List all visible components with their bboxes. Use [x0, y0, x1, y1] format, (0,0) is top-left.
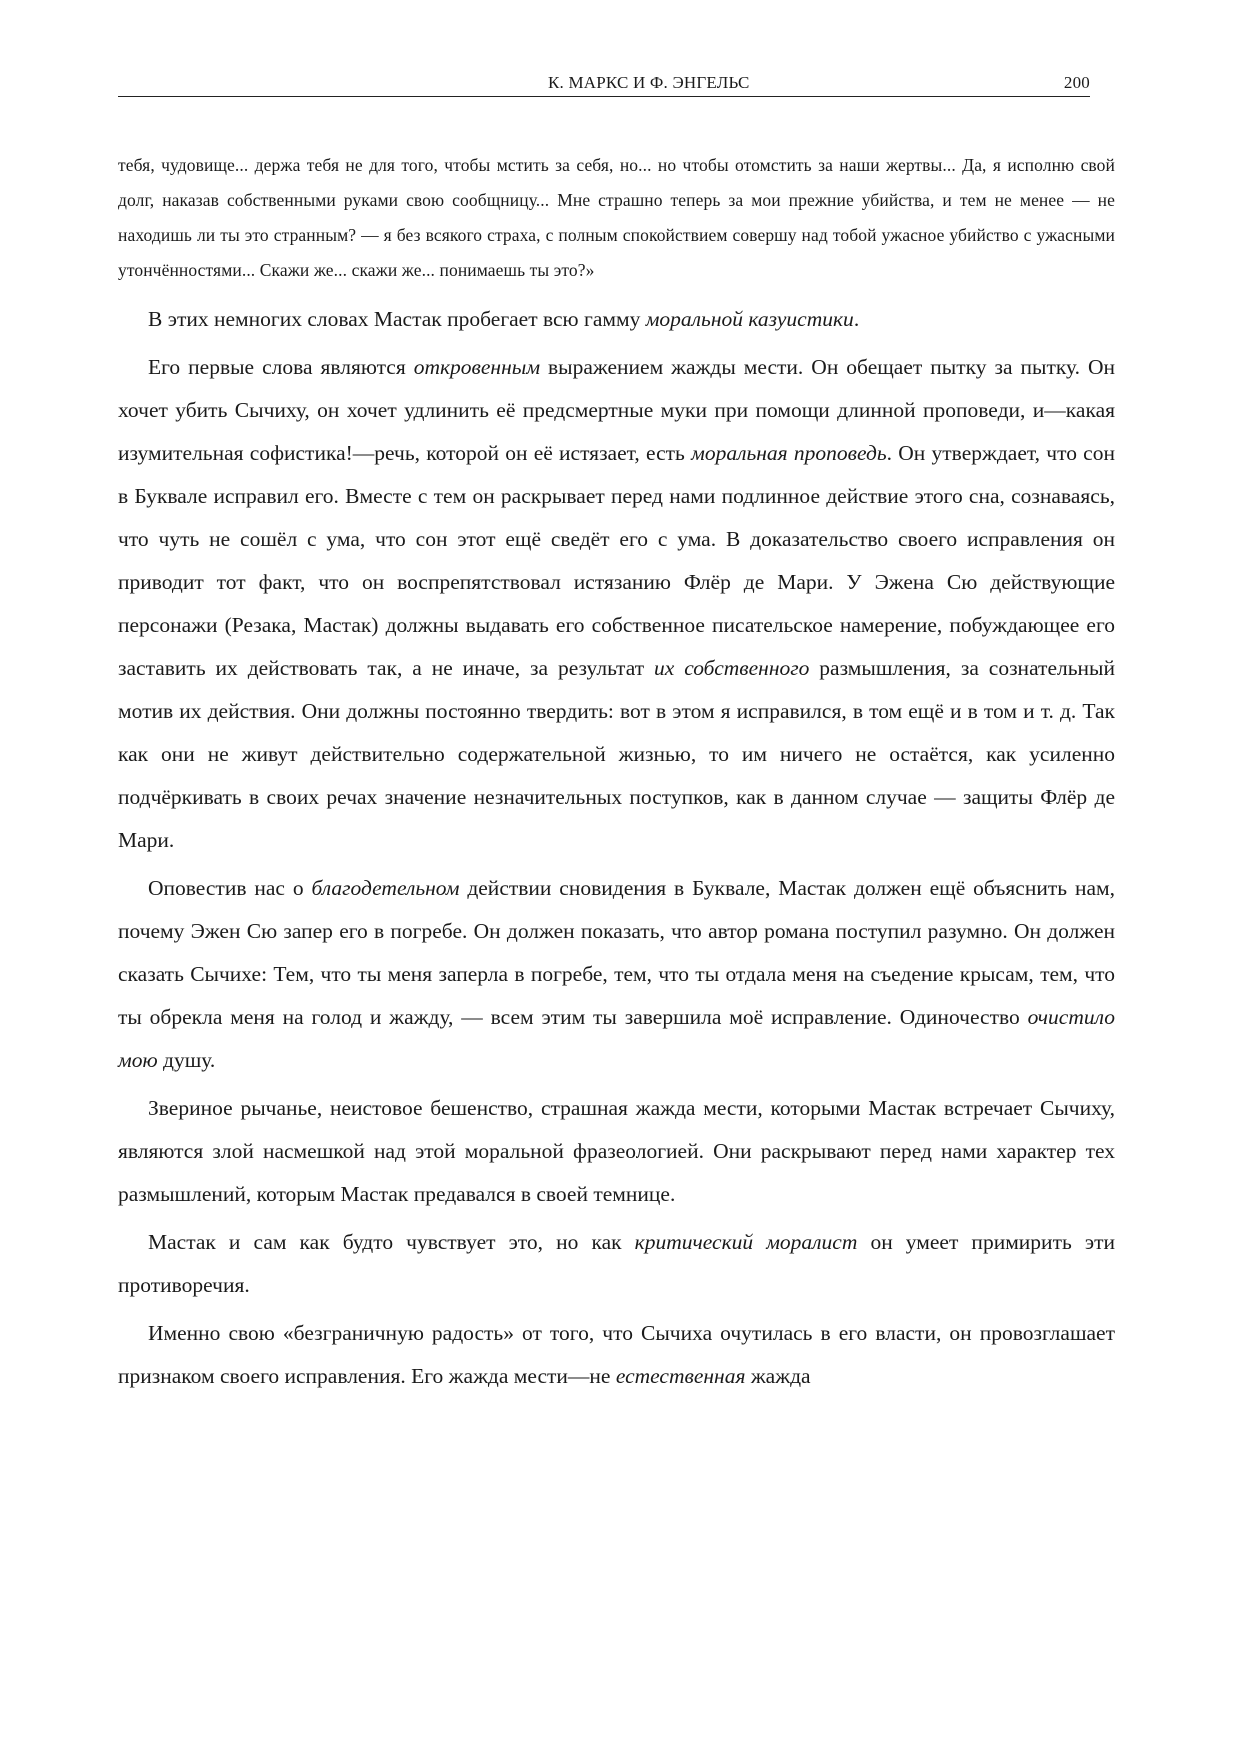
emphasis-text: благодетельном	[311, 876, 460, 900]
paragraph-text: действии сновидения в Буквале, Мастак должен ещё объяснить нам, почему Эжен Сю запер его в погребе. Он должен показать, что автор романа поступил разумно. Он должен сказать Сычихе: Тем, что ты меня заперла в погребе, тем, что ты отдала меня на съедение крысам, тем, что ты обрекла меня на голод и жажду, — всем этим ты завершила моё исправление. Одиночество	[118, 876, 1115, 1029]
paragraph-text: жажда	[745, 1364, 811, 1388]
page-number: 200	[1063, 73, 1090, 92]
paragraph-text: Оповестив нас о	[148, 876, 312, 900]
paragraph-1	[118, 298, 1115, 341]
running-header	[118, 70, 1090, 97]
paragraph-4	[118, 1087, 1115, 1216]
quoted-passage: тебя, чудовище... держа тебя не для того, чтобы мстить за себя, но... но чтобы отомстить за наши жертвы... Да, я исполню свой долг, наказав собственными руками свою сообщницу... Мне страшно теперь за мои прежние убийства, и тем не менее — не находишь ли ты это странным? — я без всякого страха, с полным спокойствием совершу над тобой ужасное убийство с ужасными утончённостями... Скажи же... скажи же... понимаешь ты это?»	[118, 155, 1115, 280]
paragraph-text: .	[853, 307, 860, 331]
paragraph-text: Именно свою «безграничную радость» от того, что Сычиха очутилась в его власти, он провозглашает признаком своего исправления. Его жажда мести—не	[118, 1321, 1115, 1388]
paragraph-5	[118, 1221, 1115, 1307]
emphasis-text: их собственного	[654, 656, 810, 680]
emphasis-text: критический моралист	[634, 1230, 858, 1254]
paragraph-text: размышления, за сознательный мотив их действия. Они должны постоянно твердить: вот в этом я исправился, в том ещё и в том и т. д. Так как они не живут действительно содержательной жизнью, то им ничего не остаётся, как усиленно подчёркивать в своих речах значение незначительных поступков, как в данном случае — защиты Флёр де Мари.	[118, 656, 1115, 852]
paragraph-text: . Он утверждает, что сон в Буквале исправил его. Вместе с тем он раскрывает перед нами подлинное действие этого сна, сознаваясь, что чуть не сошёл с ума, что сон этот ещё сведёт его с ума. В доказательство своего исправления он приводит тот факт, что он воспрепятствовал истязанию Флёр де Мари. У Эжена Сю действующие персонажи (Резака, Мастак) должны выдавать его собственное писательское намерение, побуждающее его заставить их действовать так, а не иначе, за результат	[118, 441, 1115, 680]
emphasis-text: моральная проповедь	[691, 441, 887, 465]
paragraph-text: душу.	[157, 1048, 216, 1072]
emphasis-text: очистило мою	[118, 1005, 1115, 1072]
header-authors: К. МАРКС И Ф. ЭНГЕЛЬС	[548, 73, 750, 92]
emphasis-text: естественная	[615, 1364, 746, 1388]
paragraph-text: выражением жажды мести. Он обещает пытку за пытку. Он хочет убить Сычиху, он хочет удлинить её предсмертные муки при помощи длинной проповеди, и—какая изумительная софистика!—речь, которой он её истязает, есть	[118, 355, 1115, 465]
paragraph-6	[118, 1312, 1115, 1398]
paragraph-text: Мастак и сам как будто чувствует это, но как	[148, 1230, 635, 1254]
paragraph-2	[118, 346, 1115, 862]
paragraph-text: В этих немногих словах Мастак пробегает всю гамму	[148, 307, 646, 331]
emphasis-text: моральной казуистики	[645, 307, 854, 331]
paragraph-3	[118, 867, 1115, 1082]
emphasis-text: откровенным	[413, 355, 541, 379]
paragraph-text: Его первые слова являются	[148, 355, 414, 379]
page-body	[118, 148, 1115, 1398]
paragraph-text: Звериное рычанье, неистовое бешенство, страшная жажда мести, которыми Мастак встречает Сычиху, являются злой насмешкой над этой моральной фразеологией. Они раскрывают перед нами характер тех размышлений, которым Мастак предавался в своей темнице.	[118, 1096, 1115, 1206]
paragraph-text: он умеет примирить эти противоречия.	[118, 1230, 1115, 1297]
